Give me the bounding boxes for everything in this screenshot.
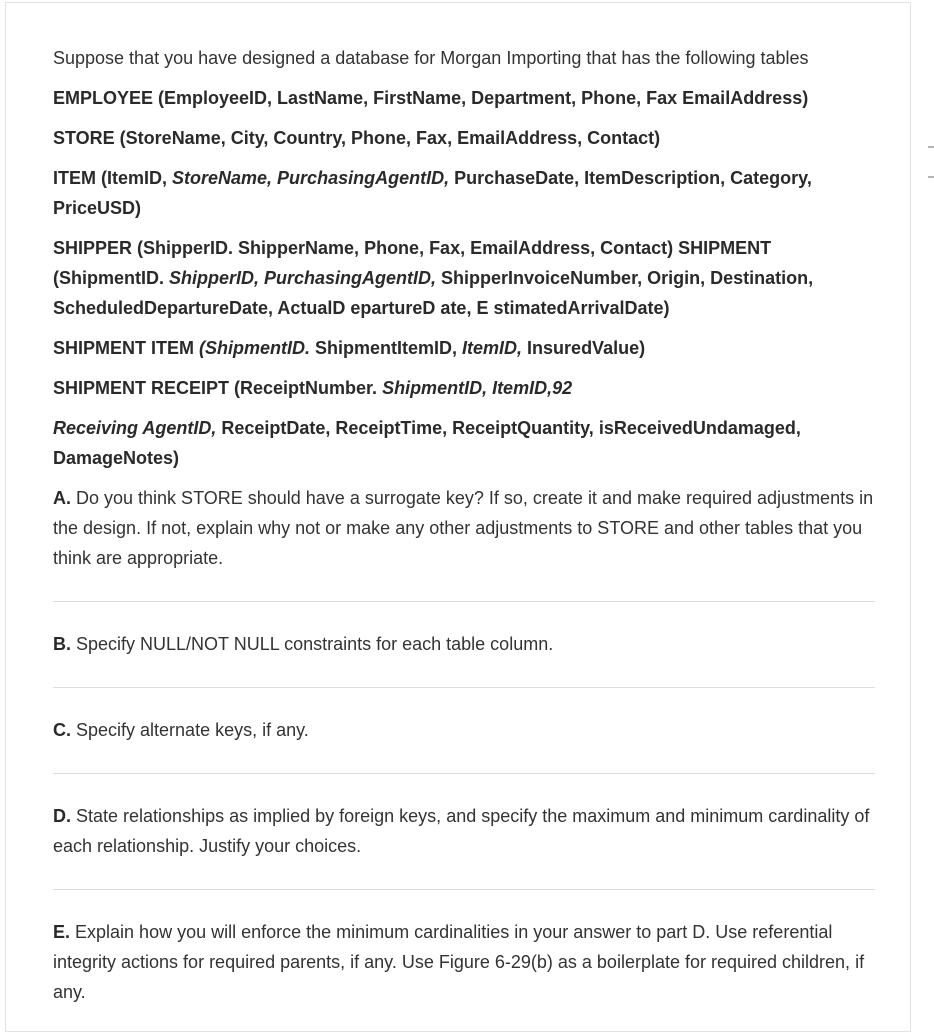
table-receipt-foreign-key: Receiving AgentID, bbox=[53, 418, 217, 438]
question-c-text: Specify alternate keys, if any. bbox=[71, 720, 309, 740]
question-b-text: Specify NULL/NOT NULL constraints for each table column. bbox=[71, 634, 554, 654]
question-b bbox=[53, 629, 875, 659]
table-store: STORE (StoreName, City, Country, Phone, Fax, EmailAddress, Contact) bbox=[53, 128, 661, 148]
question-d-text: State relationships as implied by foreign keys, and specify the maximum and minimum cardinality of each relationship. Justify your choices. bbox=[53, 806, 870, 856]
divider bbox=[53, 889, 875, 890]
divider bbox=[53, 773, 875, 774]
table-item-prefix: ITEM (ItemID, bbox=[53, 168, 173, 188]
table-shipment-suffix: ShipperInvoiceNumber, Origin, Destination, ScheduledDepartureDate, ActualD epartureD ate, E stimatedArrivalDate) bbox=[53, 268, 814, 318]
question-c bbox=[53, 715, 875, 745]
table-shipment-item-prefix: SHIPMENT ITEM bbox=[53, 338, 200, 358]
question-e-letter: E. bbox=[53, 922, 71, 942]
question-e-text: Explain how you will enforce the minimum cardinalities in your answer to part D. Use referential integrity actions for required parents, if any. Use Figure 6-29(b) as a boilerplate for required children, if any. bbox=[53, 922, 865, 1002]
question-a bbox=[53, 483, 875, 573]
table-shipment-receipt-foreign-keys: ShipmentID, ItemID,92 bbox=[382, 378, 573, 398]
table-shipment-item-foreign-key-1: (ShipmentID. bbox=[199, 338, 311, 358]
table-shipment-receipt bbox=[53, 373, 875, 403]
table-shipper-shipment bbox=[53, 233, 875, 323]
divider bbox=[53, 601, 875, 602]
question-content bbox=[53, 43, 875, 1007]
table-item bbox=[53, 163, 875, 223]
question-b-letter: B. bbox=[53, 634, 71, 654]
table-shipment-item bbox=[53, 333, 875, 363]
edge-mark bbox=[928, 176, 934, 178]
table-item-foreign-keys: StoreName, PurchasingAgentID, bbox=[172, 168, 450, 188]
table-shipment-receipt-continued bbox=[53, 413, 875, 473]
table-employee: EMPLOYEE (EmployeeID, LastName, FirstName, Department, Phone, Fax EmailAddress) bbox=[53, 88, 809, 108]
edge-mark bbox=[928, 146, 934, 148]
divider bbox=[53, 687, 875, 688]
table-item-suffix: PurchaseDate, ItemDescription, Category, PriceUSD) bbox=[53, 168, 812, 218]
table-receipt-suffix: ReceiptDate, ReceiptTime, ReceiptQuantity, isReceivedUndamaged, DamageNotes) bbox=[53, 418, 801, 468]
table-shipment-foreign-keys: ShipperID, PurchasingAgentID, bbox=[169, 268, 437, 288]
table-shipper-prefix: SHIPPER (ShipperID. ShipperName, Phone, Fax, EmailAddress, Contact) SHIPMENT (ShipmentID. bbox=[53, 238, 772, 288]
intro-text: Suppose that you have designed a database for Morgan Importing that has the following tables bbox=[53, 48, 809, 68]
question-c-letter: C. bbox=[53, 720, 71, 740]
question-card bbox=[5, 2, 911, 1032]
question-a-text: Do you think STORE should have a surrogate key? If so, create it and make required adjustments in the design. If not, explain why not or make any other adjustments to STORE and other tables that you think are appropriate. bbox=[53, 488, 874, 568]
table-shipment-item-foreign-key-2: ItemID, bbox=[462, 338, 523, 358]
table-shipment-item-middle: ShipmentItemID, bbox=[310, 338, 463, 358]
question-e bbox=[53, 917, 875, 1007]
table-shipment-receipt-prefix: SHIPMENT RECEIPT (ReceiptNumber. bbox=[53, 378, 383, 398]
table-shipment-item-suffix: InsuredValue) bbox=[522, 338, 646, 358]
question-d-letter: D. bbox=[53, 806, 71, 826]
question-d bbox=[53, 801, 875, 861]
question-a-letter: A. bbox=[53, 488, 71, 508]
